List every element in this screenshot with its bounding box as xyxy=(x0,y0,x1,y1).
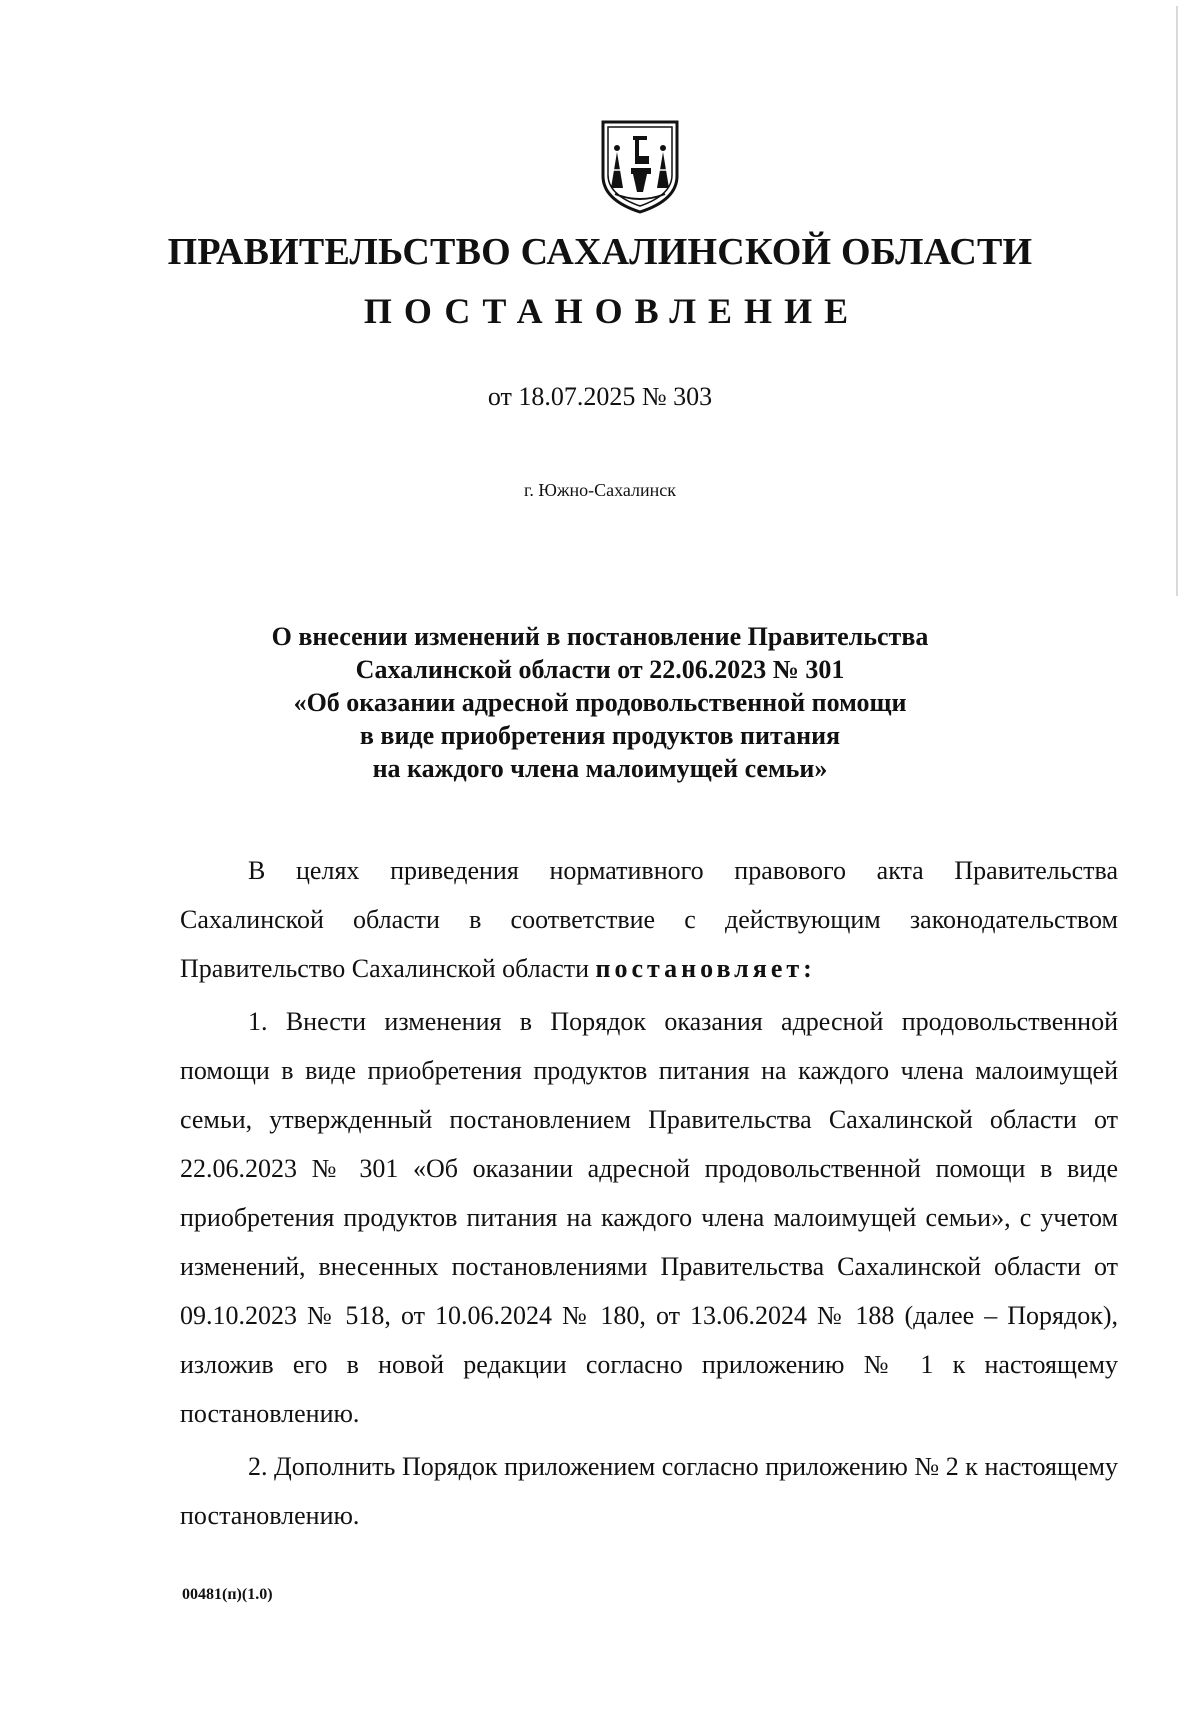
subject-line: «Об оказании адресной продовольственной помощи xyxy=(293,688,907,717)
document-type: ПОСТАНОВЛЕНИЕ xyxy=(363,291,861,331)
preamble-text: В целях приведения нормативного правового акта Правительства Сахалинской области в соответствие с действующим законодательством Правительство Сахалинской области xyxy=(180,856,1118,983)
subject-line: Сахалинской области от 22.06.2023 № 301 xyxy=(355,655,845,684)
coat-of-arms-icon xyxy=(597,118,683,214)
subject-line: О внесении изменений в постановление Правительства xyxy=(271,622,929,651)
document-body xyxy=(180,846,1118,1540)
subject-line: в виде приобретения продуктов питания xyxy=(359,721,841,750)
document-date-number: от 18.07.2025 № 303 xyxy=(487,382,713,411)
form-code: 00481(п)(1.0) xyxy=(182,1586,273,1603)
clause-paragraph: 1. Внести изменения в Порядок оказания адресной продовольственной помощи в виде приобретения продуктов питания на каждого члена малоимущей семьи, утвержденный постановлением Правительства Сахалинской области от 22.06.2023 № 301 «Об оказании адресной продовольственной помощи в виде приобретения продуктов питания на каждого члена малоимущей семьи», с учетом изменений, внесенных постановлениями Правительства Сахалинской области от 09.10.2023 № 518, от 10.06.2024 № 180, от 13.06.2024 № 188 (далее – Порядок), изложив его в новой редакции согласно приложению № 1 к настоящему постановлению. xyxy=(180,1007,1118,1428)
document-subject xyxy=(0,620,1200,785)
organization-title: ПРАВИТЕЛЬСТВО САХАЛИНСКОЙ ОБЛАСТИ xyxy=(167,231,1033,273)
clause-paragraph: 2. Дополнить Порядок приложением согласно приложению № 2 к настоящему постановлению. xyxy=(180,1452,1118,1530)
preamble-paragraph xyxy=(180,846,1118,993)
document-city: г. Южно-Сахалинск xyxy=(523,480,677,500)
subject-line: на каждого члена малоимущей семьи» xyxy=(372,754,828,783)
preamble-keyword: постановляет: xyxy=(595,954,816,983)
